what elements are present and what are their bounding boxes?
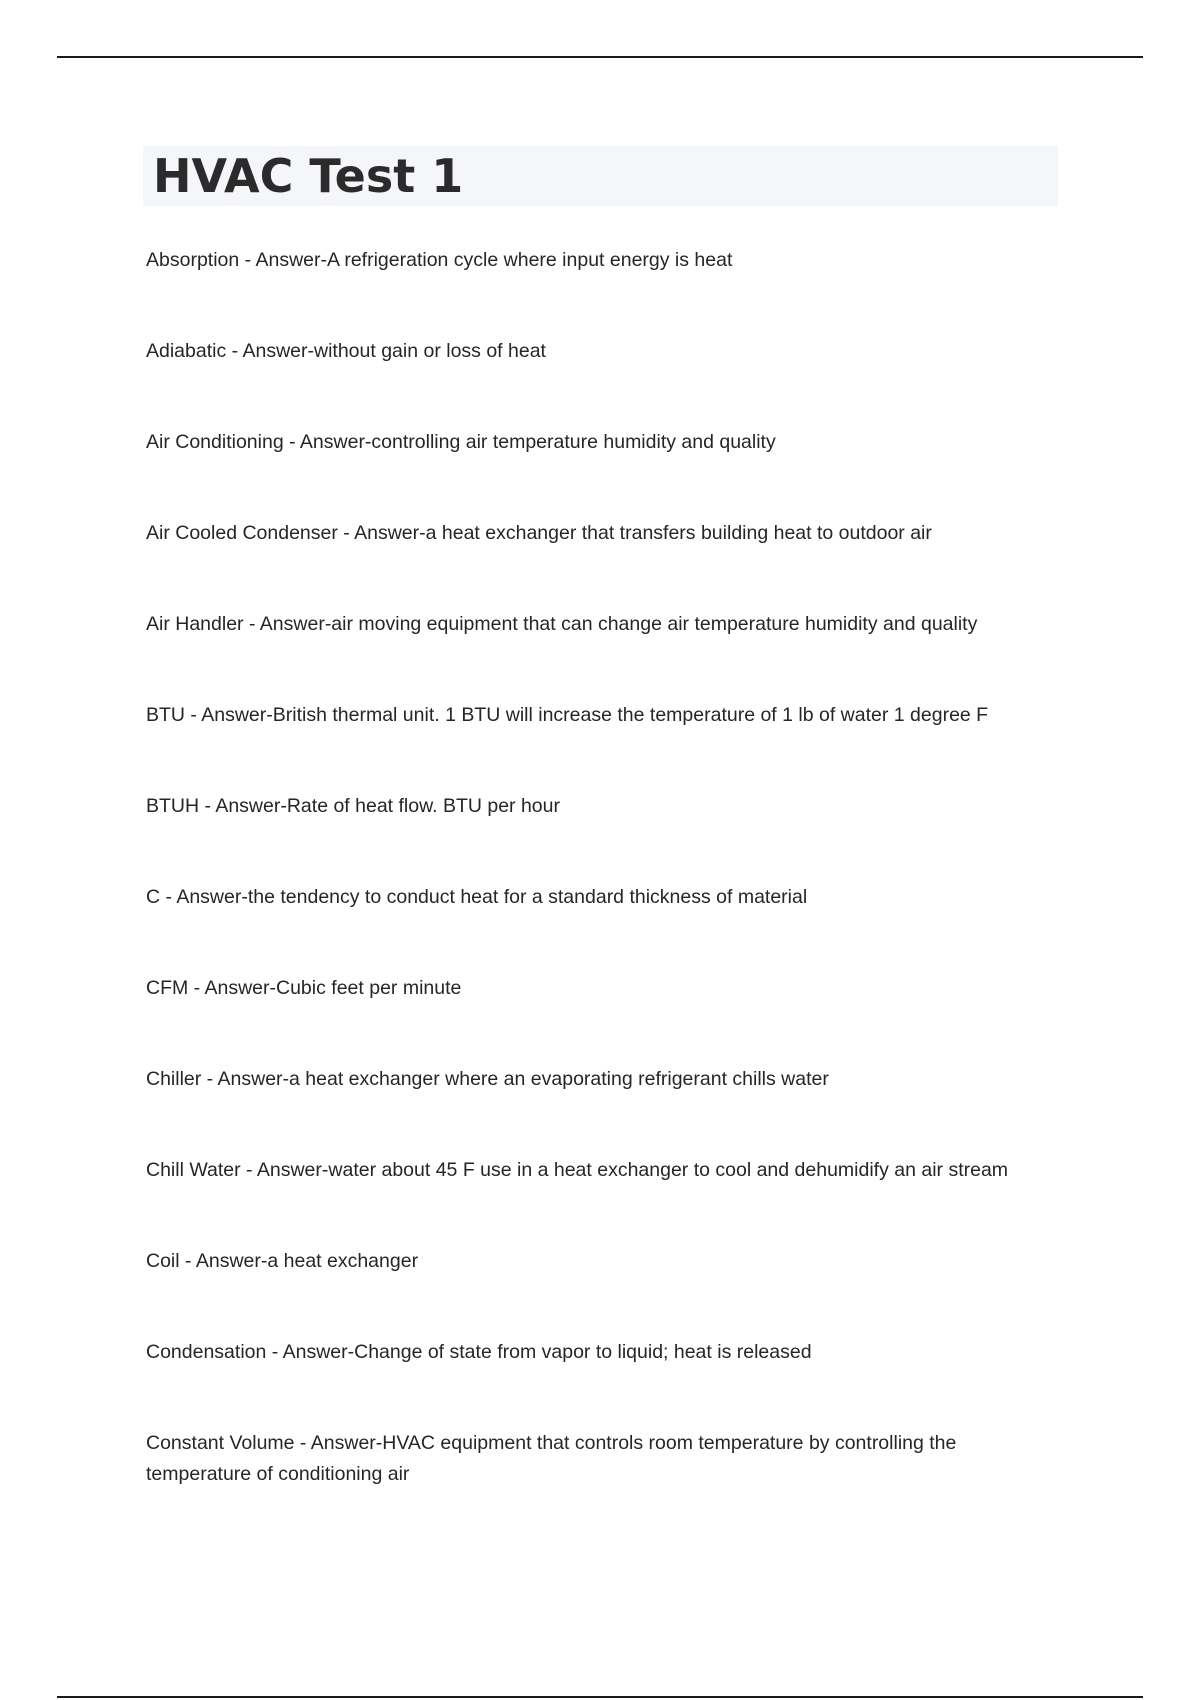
flashcard-entry: Coil - Answer-a heat exchanger	[146, 1250, 419, 1272]
flashcard-entry: Constant Volume - Answer-HVAC equipment that controls room temperature by controlling the temperature of conditioning air	[146, 1432, 957, 1485]
page-title: HVAC Test 1	[153, 149, 464, 203]
flashcard-entry: Condensation - Answer-Change of state from vapor to liquid; heat is released	[146, 1341, 812, 1363]
flashcard-entry: Air Conditioning - Answer-controlling air temperature humidity and quality	[146, 431, 776, 453]
flashcard-entry: Air Handler - Answer-air moving equipment that can change air temperature humidity and quality	[146, 613, 978, 635]
title-banner	[143, 146, 1058, 206]
flashcard-entry: Chiller - Answer-a heat exchanger where an evaporating refrigerant chills water	[146, 1068, 829, 1090]
flashcard-entry: BTUH - Answer-Rate of heat flow. BTU per hour	[146, 795, 560, 817]
flashcard-entry: Chill Water - Answer-water about 45 F use in a heat exchanger to cool and dehumidify an air stream	[146, 1159, 1009, 1181]
flashcard-entry: Air Cooled Condenser - Answer-a heat exchanger that transfers building heat to outdoor air	[146, 522, 932, 544]
flashcard-entry: BTU - Answer-British thermal unit. 1 BTU will increase the temperature of 1 lb of water 1 degree F	[146, 704, 989, 726]
flashcard-entry: Adiabatic - Answer-without gain or loss of heat	[146, 340, 546, 362]
top-rule	[57, 56, 1143, 58]
flashcard-entry: C - Answer-the tendency to conduct heat for a standard thickness of material	[146, 886, 808, 908]
flashcard-entry: Absorption - Answer-A refrigeration cycle where input energy is heat	[146, 249, 733, 271]
flashcard-entry: CFM - Answer-Cubic feet per minute	[146, 977, 462, 999]
bottom-rule	[57, 1696, 1143, 1698]
